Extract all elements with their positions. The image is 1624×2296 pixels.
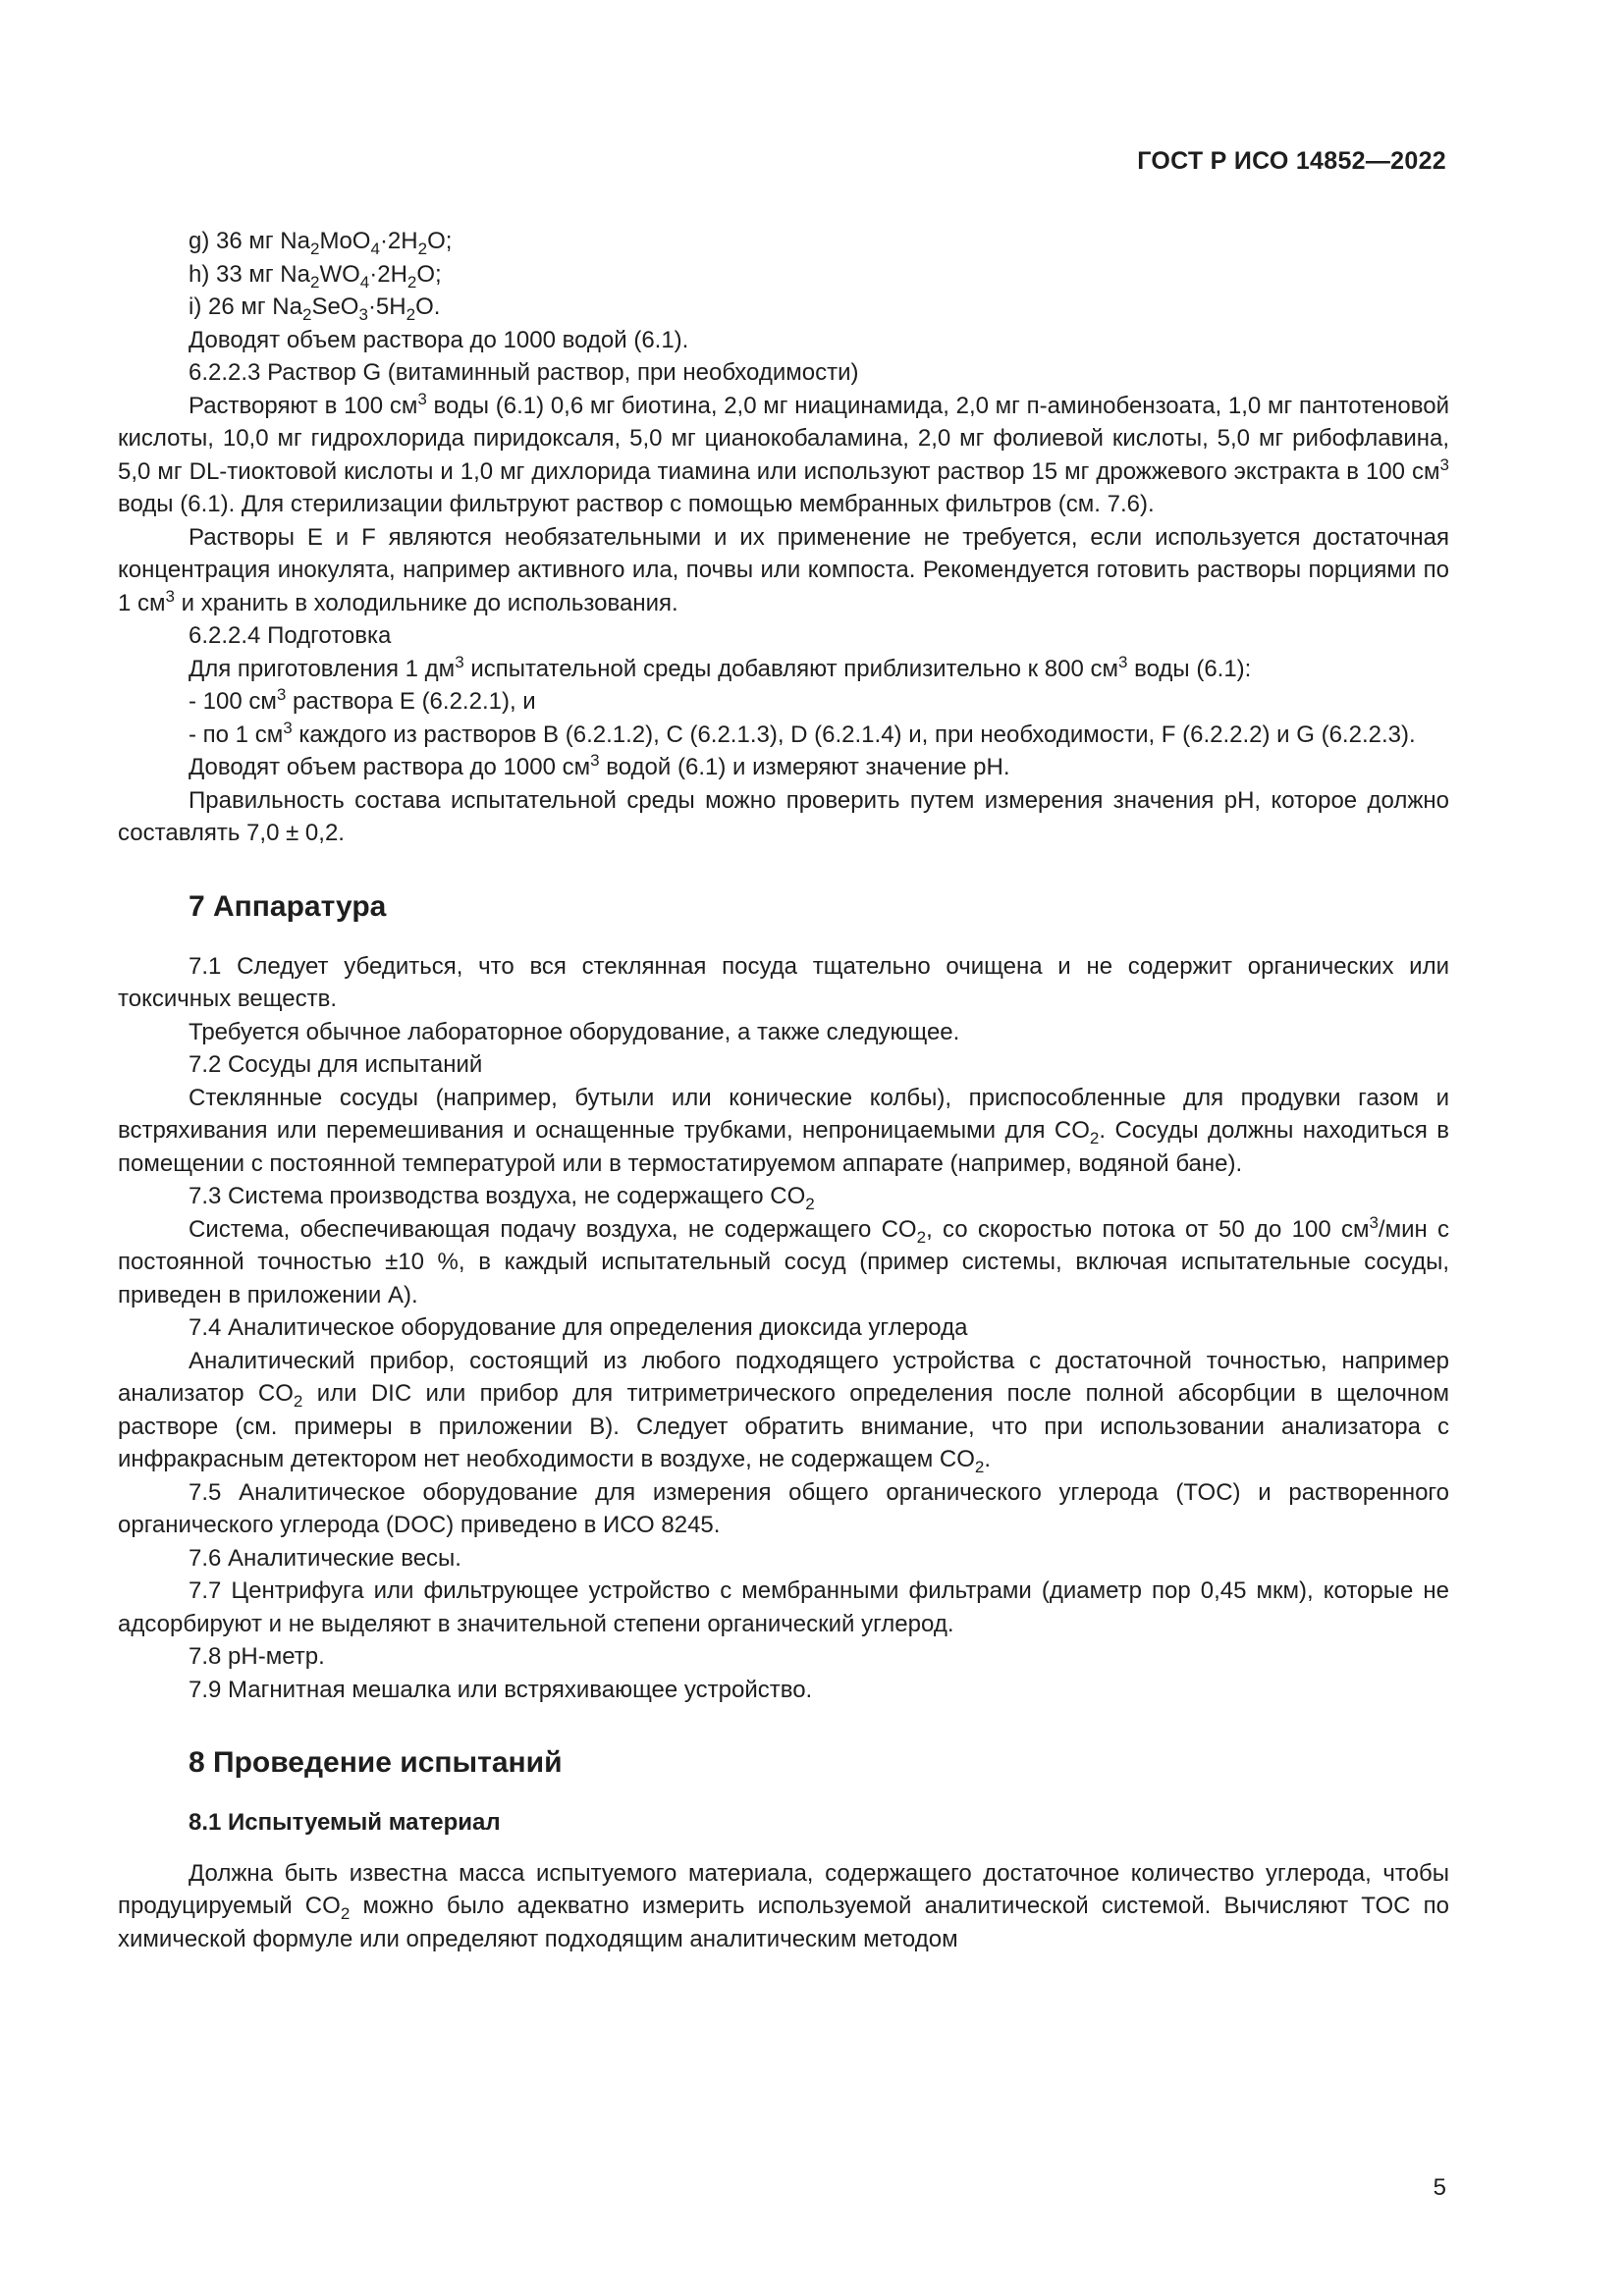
paragraph-7-3: Система, обеспечивающая подачу воздуха, не содержащего $CO_2$, со скоростью потока от 50 до 100 $см^3$/мин с постоянной точностью ±10 %, в каждый испытательный сосуд (пример системы, включая испытательные сосуды, приведен в приложении A).: [118, 1212, 1450, 1308]
item-h: h) 33 мг $Na_2WO_4\cdot 2H_2O$;: [189, 260, 442, 292]
paragraph-8-1: Должна быть известна масса испытуемого материала, содержащего достаточное количество углерода, чтобы продуцируемый $CO_2$ можно было адекватно измерить используемой аналитической системой. Вычисляют TOC по химической формуле или определяют подходящим аналитическим методом: [118, 1859, 1449, 1952]
page-number: 5: [1433, 2174, 1446, 2201]
paragraph-solution-g: Растворяют в 100 $см^3$ воды (6.1) 0,6 мг биотина, 2,0 мг ниацинамида, 2,0 мг п-аминобензоата, 1,0 мг пантотеновой кислоты, 10,0 мг гидрохлорида пиридоксаля, 5,0 мг цианокобаламина, 2,0 мг фолиевой кислоты, 5,0 мг рибофлавина, 5,0 мг DL-тиоктовой кислоты и 1,0 мг дихлорида тиамина или используют раствор 15 мг дрожжевого экстракта в 100 $см^3$ воды (6.1). Для стерилизации фильтруют раствор с помощью мембранных фильтров (см. 7.6).: [118, 389, 1449, 517]
paragraph-7-6: 7.6 Аналитические весы.: [189, 1544, 461, 1572]
page-content: [118, 225, 1449, 1955]
paragraph-fill-measure-ph: Доводят объем раствора до 1000 $см^3$ водой (6.1) и измеряют значение pH.: [189, 751, 1010, 780]
paragraph-7-1: 7.1 Следует убедиться, что вся стеклянная посуда тщательно очищена и не содержит органических или токсичных веществ.: [118, 952, 1449, 1012]
paragraph-preparation: Для приготовления 1 $дм^3$ испытательной среды добавляют приблизительно к 800 $см^3$ воды (6.1):: [189, 652, 1252, 682]
paragraph-fill-volume: Доводят объем раствора до 1000 водой (6.1).: [189, 326, 689, 353]
paragraph-7-7: 7.7 Центрифуга или фильтрующее устройство с мембранными фильтрами (диаметр пор 0,45 мкм), которые не адсорбируют и не выделяют в значительной степени органический углерод.: [118, 1577, 1449, 1637]
list-item-1: - 100 $см^3$ раствора E (6.2.2.1), и: [189, 685, 536, 715]
paragraph-7-8: 7.8 pH-метр.: [189, 1643, 325, 1670]
item-g: g) 36 мг $Na_2MoO_4\cdot 2H_2O$;: [189, 228, 453, 258]
paragraph-7-1-b: Требуется обычное лабораторное оборудование, а также следующее.: [189, 1018, 960, 1045]
heading-7-3: 7.3 Система производства воздуха, не содержащего $CO_2$: [189, 1183, 815, 1213]
heading-7-2: 7.2 Сосуды для испытаний: [189, 1051, 483, 1078]
list-item-2: - по 1 $см^3$ каждого из растворов B (6.2.1.2), C (6.2.1.3), D (6.2.1.4) и, при необходимости, F (6.2.2.2) и G (6.2.2.3).: [189, 718, 1416, 748]
section-7-title: 7 Аппаратура: [189, 889, 387, 923]
paragraph-solutions-ef: Растворы E и F являются необязательными и их применение не требуется, если используется достаточная концентрация инокулята, например активного ила, почвы или компоста. Рекомендуется готовить растворы порциями по 1 $см^3$ и хранить в холодильнике до использования.: [118, 523, 1449, 616]
heading-7-4: 7.4 Аналитическое оборудование для определения диоксида углерода: [189, 1314, 968, 1341]
heading-6-2-2-4: 6.2.2.4 Подготовка: [189, 622, 392, 649]
paragraph-7-9: 7.9 Магнитная мешалка или встряхивающее устройство.: [189, 1676, 813, 1703]
paragraph-check-ph: Правильность состава испытательной среды можно проверить путем измерения значения pH, которое должно составлять 7,0 ± 0,2.: [118, 786, 1449, 846]
heading-6-2-2-3: 6.2.2.3 Раствор G (витаминный раствор, при необходимости): [189, 359, 859, 386]
item-i: i) 26 мг $Na_2SeO_3\cdot 5H_2O$.: [189, 294, 441, 324]
paragraph-7-4: Аналитический прибор, состоящий из любого подходящего устройства с достаточной точностью, например анализатор $CO_2$ или DIC или прибор для титриметрического определения после полной абсорбции в щелочном растворе (см. примеры в приложении B). Следует обратить внимание, что при использовании анализатора с инфракрасным детектором нет необходимости в воздухе, не содержащем $CO_2$.: [118, 1347, 1449, 1476]
section-8-title: 8 Проведение испытаний: [189, 1746, 563, 1779]
paragraph-7-5: 7.5 Аналитическое оборудование для измерения общего органического углерода (TOC) и растворенного органического углерода (DOC) приведено в ИСО 8245.: [118, 1478, 1449, 1538]
document-header: ГОСТ Р ИСО 14852—2022: [1137, 147, 1446, 175]
paragraph-7-2: Стеклянные сосуды (например, бутыли или конические колбы), приспособленные для продувки газом и встряхивания или перемешивания и оснащенные трубками, непроницаемыми для $CO_2$. Сосуды должны находиться в помещении с постоянной температурой или в термостатируемом аппарате (например, водяной бане).: [118, 1084, 1449, 1177]
subsection-8-1-title: 8.1 Испытуемый материал: [189, 1809, 501, 1836]
